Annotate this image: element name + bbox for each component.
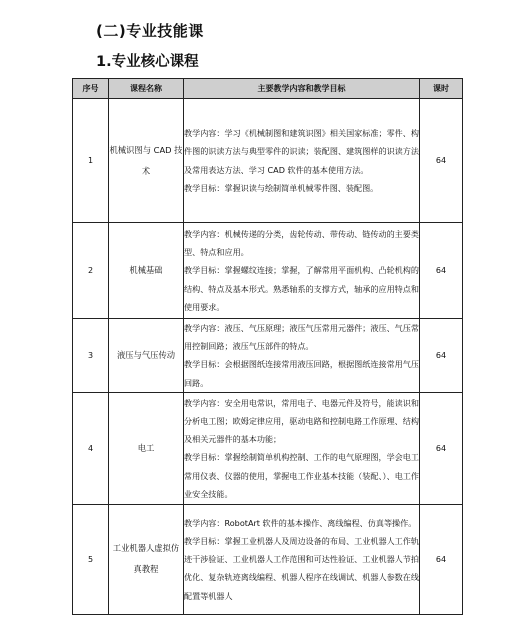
goal-paragraph: 教学目标：会根据图纸连接常用液压回路，根据图纸连接常用气压回路。 [184,359,419,388]
course-name: 机械识图与 CAD 技术 [109,99,184,223]
course-hours: 64 [420,392,463,504]
content-paragraph: 教学内容：RobotArt 软件的基本操作、离线编程、仿真等操作。 [184,517,417,528]
header-no: 序号 [73,79,109,99]
content-paragraph: 教学内容：安全用电常识，常用电子、电器元件及符号，能读识和分析电工图；欧姆定律应用，驱动电路和控制电路工作原理、结构及相关元器件的基本功能； [184,397,419,445]
header-course-name: 课程名称 [109,79,184,99]
goal-paragraph: 教学目标：掌握螺纹连接；掌握，了解常用平面机构、凸轮机构的结构、特点及基本形式。熟悉轴系的支撑方式，轴承的应用特点和使用要求。 [184,265,419,312]
course-hours: 64 [420,504,463,614]
header-hours: 课时 [420,79,463,99]
content-paragraph: 教学内容：液压、气压原理；液压气压常用元器件；液压、气压常用控制回路；液压气压部件的特点。 [184,323,419,352]
table-header-row [73,79,463,99]
content-paragraph: 教学内容：机械传递的分类，齿轮传动、带传动、链传动的主要类型、特点和应用。 [184,228,419,258]
section-heading: (二)专业技能课 [96,22,204,40]
course-content [184,99,420,223]
course-hours: 64 [420,99,463,223]
course-name: 液压与气压传动 [109,319,184,393]
course-name: 电工 [109,392,184,504]
table-row [73,99,463,223]
row-number: 1 [73,99,109,223]
core-course-table [72,78,463,615]
table-row [73,319,463,393]
goal-paragraph: 教学目标：掌握绘制简单机构控制、工作的电气原理图，学会电工常用仪表、仪器的使用，掌握电工作业基本技能（装配、）、电工作业安全技能。 [184,452,419,499]
content-paragraph: 教学内容：学习《机械制图和建筑识图》相关国家标准；零件、构件图的识读方法与典型零件的识读；装配图、建筑图样的识读方法及常用表达方法、学习 CAD 软件的基本使用方法。 [184,128,419,175]
course-name: 机械基础 [109,223,184,319]
course-content [184,392,420,504]
course-content [184,319,420,393]
table-row [73,392,463,504]
course-hours: 64 [420,223,463,319]
goal-paragraph: 教学目标：掌握工业机器人及周边设备的布局、工业机器人工作轨迹干涉验证、工业机器人工作范围和可达性验证、工业机器人节拍优化、复杂轨迹离线编程、机器人程序在线调试、机器人参数在线配置等机器人 [184,536,419,601]
header-content: 主要教学内容和教学目标 [184,79,420,99]
course-content [184,223,420,319]
course-hours: 64 [420,319,463,393]
subsection-heading: 1.专业核心课程 [96,54,199,70]
course-name: 工业机器人虚拟仿真教程 [109,504,184,614]
course-content [184,504,420,614]
row-number: 5 [73,504,109,614]
row-number: 3 [73,319,109,393]
table-row [73,223,463,319]
row-number: 4 [73,392,109,504]
goal-paragraph: 教学目标：掌握识读与绘制简单机械零件图、装配图。 [184,182,379,193]
row-number: 2 [73,223,109,319]
table-row [73,504,463,614]
